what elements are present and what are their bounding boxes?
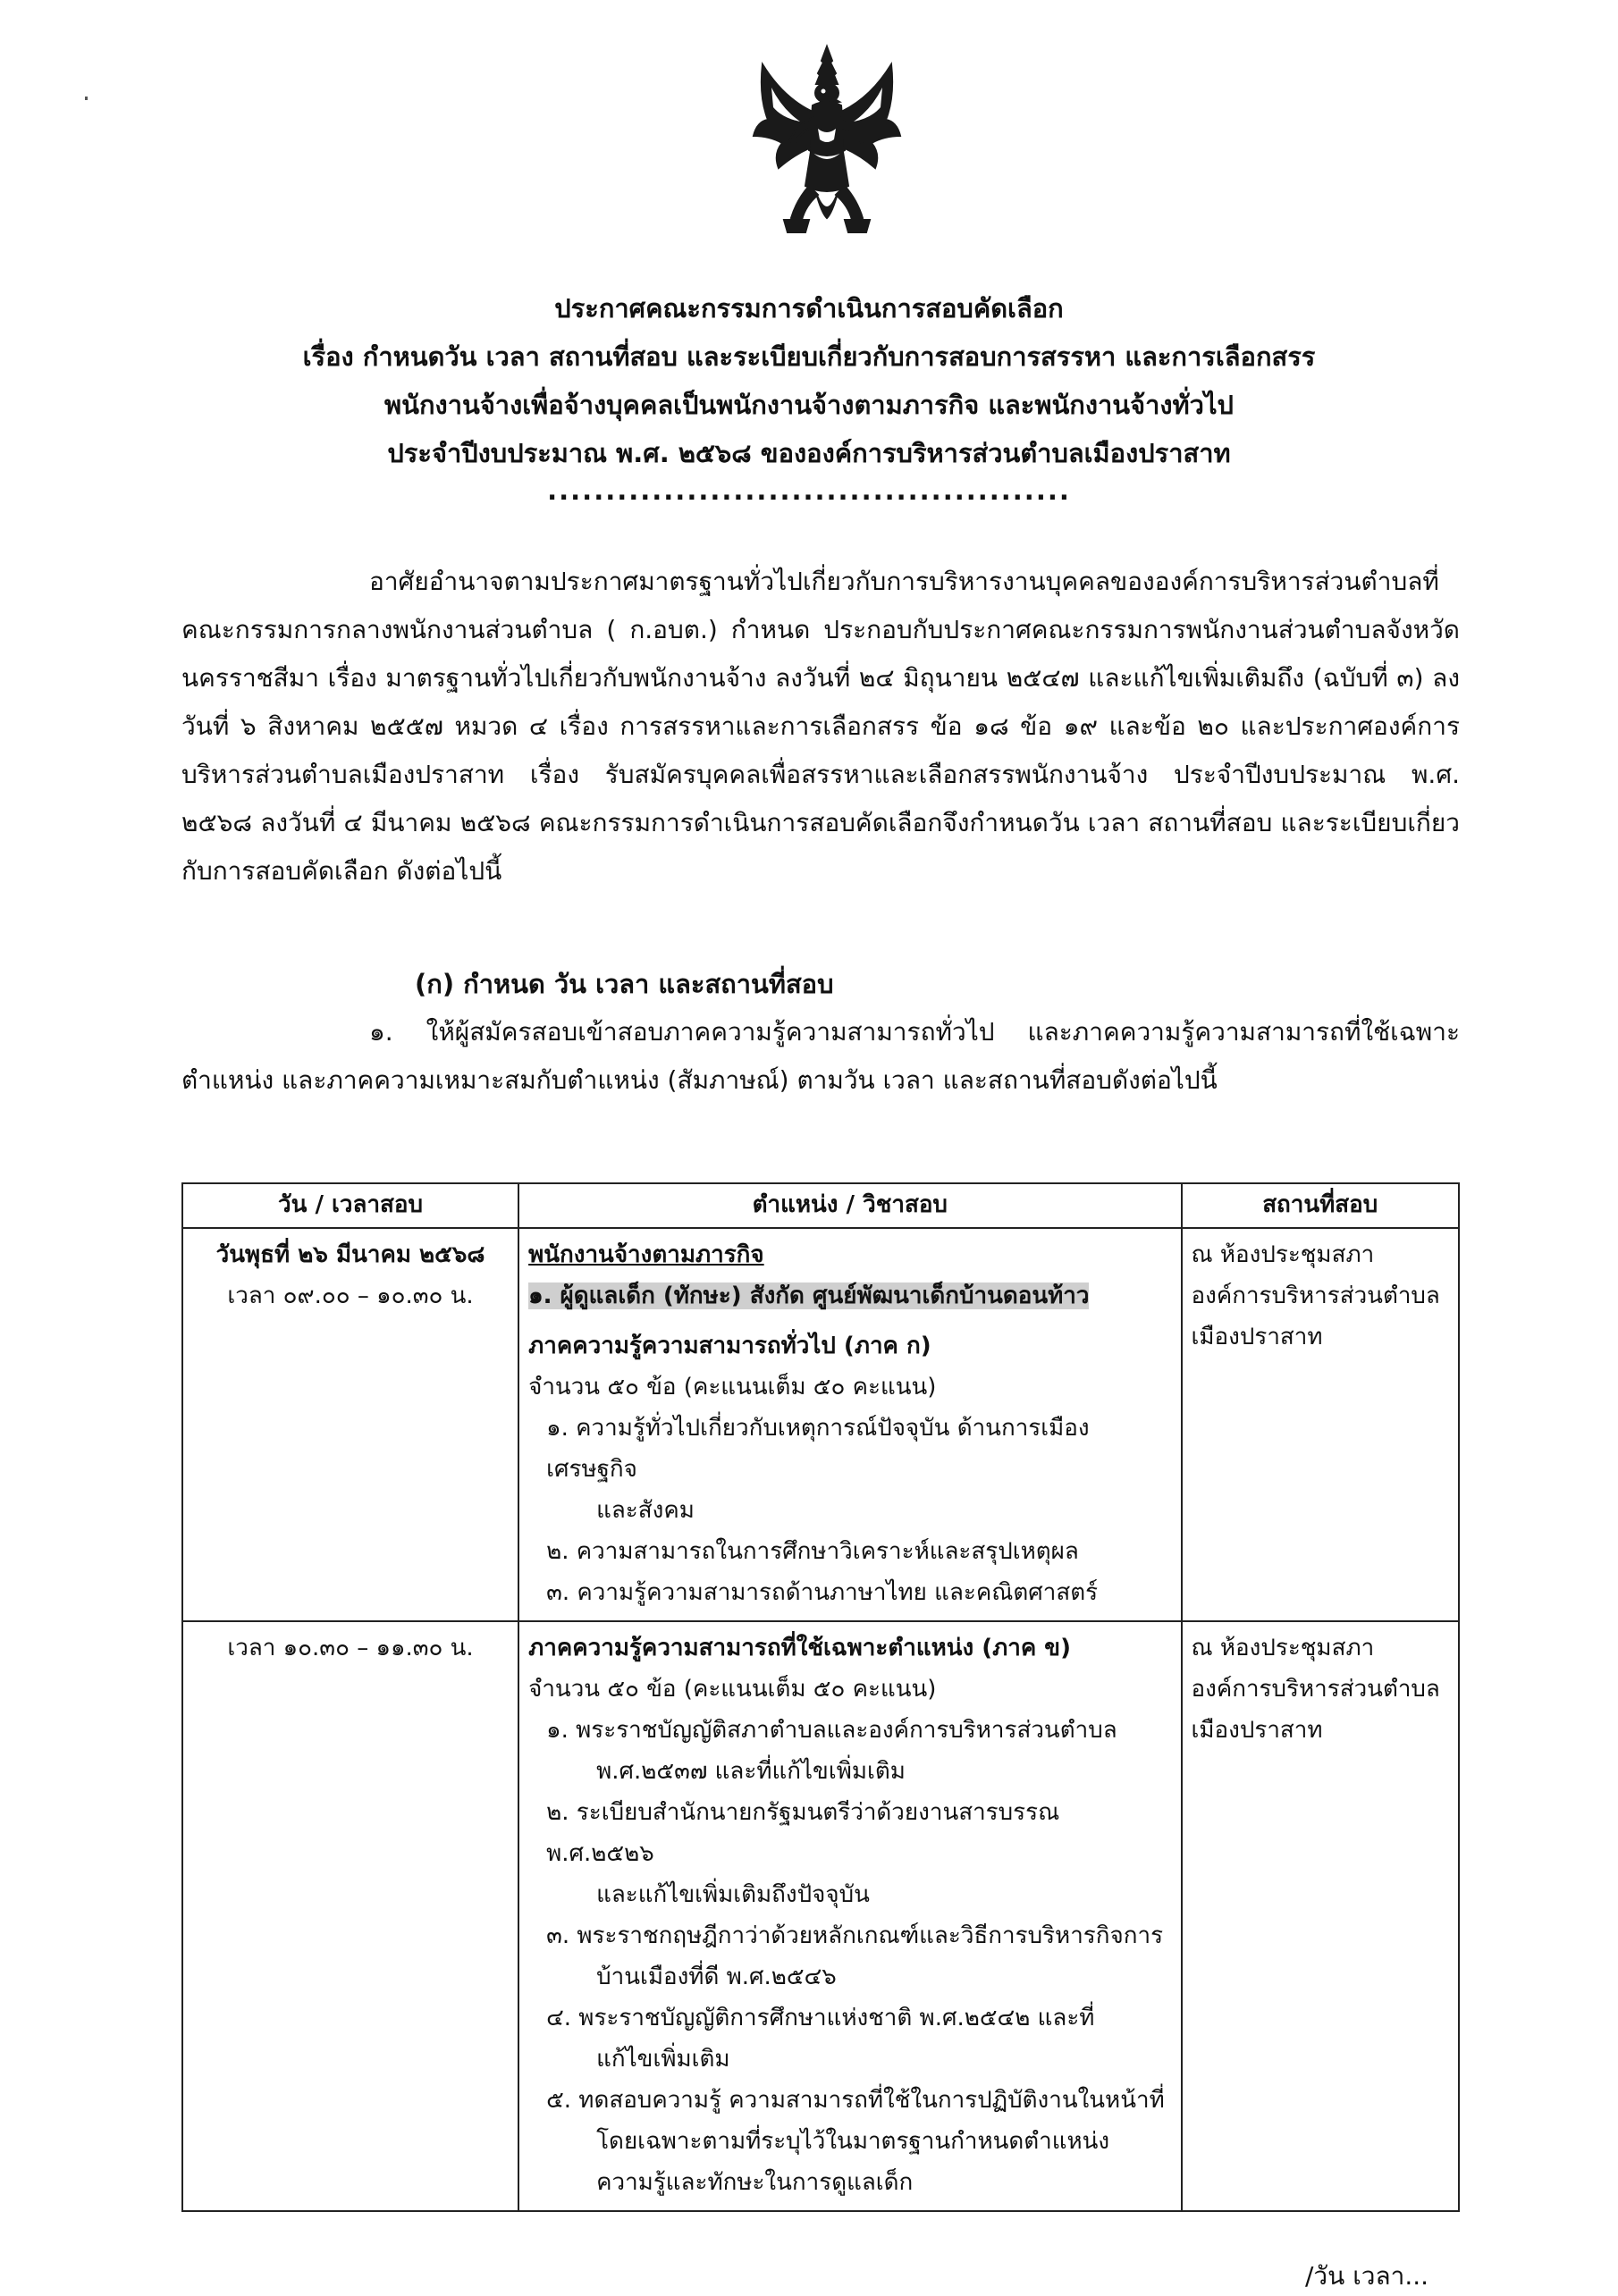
title-line-4: ประจำปีงบประมาณ พ.ศ. ๒๕๖๘ ขององค์การบริหารส่วนตำบลเมืองปราสาท xyxy=(387,438,1231,468)
row1-category: พนักงานจ้างตามภารกิจ xyxy=(528,1241,764,1268)
row2-item-4-line2: แก้ไขเพิ่มเติม xyxy=(596,2046,730,2073)
row1-subject-item xyxy=(528,1531,1171,1572)
title-line-2: เรื่อง กำหนดวัน เวลา สถานที่สอบ และระเบียบเกี่ยวกับการสอบการสรรหา และการเลือกสรร xyxy=(302,341,1316,372)
row2-item-3-line2: บ้านเมืองที่ดี พ.ศ.๒๕๔๖ xyxy=(596,1964,837,1990)
exam-schedule-table xyxy=(181,1182,1460,2212)
row2-subject-item xyxy=(528,1915,1171,1997)
row1-subject-item xyxy=(528,1572,1171,1613)
garuda-emblem-icon xyxy=(746,43,907,248)
row1-part-count: จำนวน ๕๐ ข้อ (คะแนนเต็ม ๕๐ คะแนน) xyxy=(528,1374,937,1400)
row2-item-5-line1: ๕. ทดสอบความรู้ ความสามารถที่ใช้ในการปฏิบัติงานในหน้าที่ xyxy=(546,2087,1165,2114)
row2-subject-item xyxy=(528,1997,1171,2080)
row1-part-title: ภาคความรู้ความสามารถทั่วไป (ภาค ก) xyxy=(528,1333,931,1359)
row2-part-title: ภาคความรู้ความสามารถที่ใช้เฉพาะตำแหน่ง (ภาค ข) xyxy=(528,1635,1071,1661)
row2-item-2-line2: และแก้ไขเพิ่มเติมถึงปัจจุบัน xyxy=(596,1881,870,1908)
row2-item-3-line1: ๓. พระราชกฤษฎีกาว่าด้วยหลักเกณฑ์และวิธีการบริหารกิจการ xyxy=(546,1922,1164,1949)
header-date-time: วัน / เวลาสอบ xyxy=(182,1183,518,1228)
row1-date: วันพุธที่ ๒๖ มีนาคม ๒๕๖๘ xyxy=(215,1241,485,1268)
row2-subject-item xyxy=(528,1710,1171,1792)
row1-position-highlight: ๑. ผู้ดูแลเด็ก (ทักษะ) สังกัด ศูนย์พัฒนาเด็กบ้านดอนท้าว xyxy=(528,1283,1090,1309)
header-exam-place: สถานที่สอบ xyxy=(1182,1183,1459,1228)
row1-item-1-line1: ๑. ความรู้ทั่วไปเกี่ยวกับเหตุการณ์ปัจจุบัน ด้านการเมือง เศรษฐกิจ xyxy=(546,1415,1090,1483)
table-row xyxy=(182,1228,1459,1621)
row2-subject-cell xyxy=(518,1621,1181,2211)
row2-item-1-line1: ๑. พระราชบัญญัติสภาตำบลและองค์การบริหารส่วนตำบล xyxy=(546,1717,1117,1744)
row2-part-count: จำนวน ๕๐ ข้อ (คะแนนเต็ม ๕๐ คะแนน) xyxy=(528,1676,937,1703)
row1-place-cell: ณ ห้องประชุมสภา องค์การบริหารส่วนตำบลเมืองปราสาท xyxy=(1182,1228,1459,1621)
header-position-subject: ตำแหน่ง / วิชาสอบ xyxy=(518,1183,1181,1228)
row2-subject-item xyxy=(528,1792,1171,1915)
row1-item-1-line2: และสังคม xyxy=(596,1497,695,1524)
section-a-heading: (ก) กำหนด วัน เวลา และสถานที่สอบ xyxy=(415,969,834,999)
title-divider: ............................................. xyxy=(547,475,1071,506)
title-line-1: ประกาศคณะกรรมการดำเนินการสอบคัดเลือก xyxy=(554,293,1064,324)
row2-item-5-line2: โดยเฉพาะตามที่ระบุไว้ในมาตรฐานกำหนดตำแหน่ง ความรู้และทักษะในการดูแลเด็ก xyxy=(596,2128,1110,2196)
intro-paragraph: อาศัยอำนาจตามประกาศมาตรฐานทั่วไปเกี่ยวกับการบริหารงานบุคคลขององค์การบริหารส่วนตำบลที่คณะกรรมการกลางพนักงานส่วนตำบล ( ก.อบต.) กำหนด ประกอบกับประกาศคณะกรรมการพนักงานส่วนตำบลจังหวัดนครราชสีมา เรื่อง มาตรฐานทั่วไปเกี่ยวกับพนักงานจ้าง ลงวันที่ ๒๔ มิถุนายน ๒๕๔๗ และแก้ไขเพิ่มเติมถึง (ฉบับที่ ๓) ลงวันที่ ๖ สิงหาคม ๒๕๕๗ หมวด ๔ เรื่อง การสรรหาและการเลือกสรร ข้อ ๑๘ ข้อ ๑๙ และข้อ ๒๐ และประกาศองค์การบริหารส่วนตำบลเมืองปราสาท เรื่อง รับสมัครบุคคลเพื่อสรรหาและเลือกสรรพนักงานจ้าง ประจำปีงบประมาณ พ.ศ. ๒๕๖๘ ลงวันที่ ๔ มีนาคม ๒๕๖๘ คณะกรรมการดำเนินการสอบคัดเลือกจึงกำหนดวัน เวลา สถานที่สอบ และระเบียบเกี่ยวกับการสอบคัดเลือก ดังต่อไปนี้ xyxy=(181,567,1460,886)
row2-subject-item xyxy=(528,2080,1171,2203)
row1-subject-cell xyxy=(518,1228,1181,1621)
scan-speck xyxy=(85,97,88,100)
row2-time-cell: เวลา ๑๐.๓๐ – ๑๑.๓๐ น. xyxy=(182,1621,518,2211)
table-row xyxy=(182,1621,1459,2211)
row2-item-4-line1: ๔. พระราชบัญญัติการศึกษาแห่งชาติ พ.ศ.๒๕๔๒ และที่ xyxy=(546,2005,1095,2031)
title-line-3: พนักงานจ้างเพื่อจ้างบุคคลเป็นพนักงานจ้างตามภารกิจ และพนักงานจ้างทั่วไป xyxy=(384,390,1234,420)
row1-item-2-line1: ๒. ความสามารถในการศึกษาวิเคราะห์และสรุปเหตุผล xyxy=(546,1538,1079,1565)
row1-subject-item xyxy=(528,1408,1171,1531)
item-1-paragraph: ๑. ให้ผู้สมัครสอบเข้าสอบภาคความรู้ความสามารถทั่วไป และภาคความรู้ความสามารถที่ใช้เฉพาะตำแหน่ง และภาคความเหมาะสมกับตำแหน่ง (สัมภาษณ์) ตามวัน เวลา และสถานที่สอบดังต่อไปนี้ xyxy=(181,1017,1460,1095)
announcement-title xyxy=(161,284,1457,504)
row1-position xyxy=(528,1275,1171,1316)
table-header-row xyxy=(182,1183,1459,1228)
row1-item-3-line1: ๓. ความรู้ความสามารถด้านภาษาไทย และคณิตศาสตร์ xyxy=(546,1579,1099,1606)
row1-time: เวลา ๐๙.๐๐ – ๑๐.๓๐ น. xyxy=(227,1283,474,1309)
row2-item-1-line2: พ.ศ.๒๕๓๗ และที่แก้ไขเพิ่มเติม xyxy=(596,1758,906,1785)
row1-date-cell xyxy=(182,1228,518,1621)
row2-place-cell: ณ ห้องประชุมสภา องค์การบริหารส่วนตำบลเมืองปราสาท xyxy=(1182,1621,1459,2211)
row2-item-2-line1: ๒. ระเบียบสำนักนายกรัฐมนตรีว่าด้วยงานสารบรรณ พ.ศ.๒๕๒๖ xyxy=(546,1799,1060,1867)
continuation-footer: /วัน เวลา... xyxy=(1305,2261,1429,2291)
